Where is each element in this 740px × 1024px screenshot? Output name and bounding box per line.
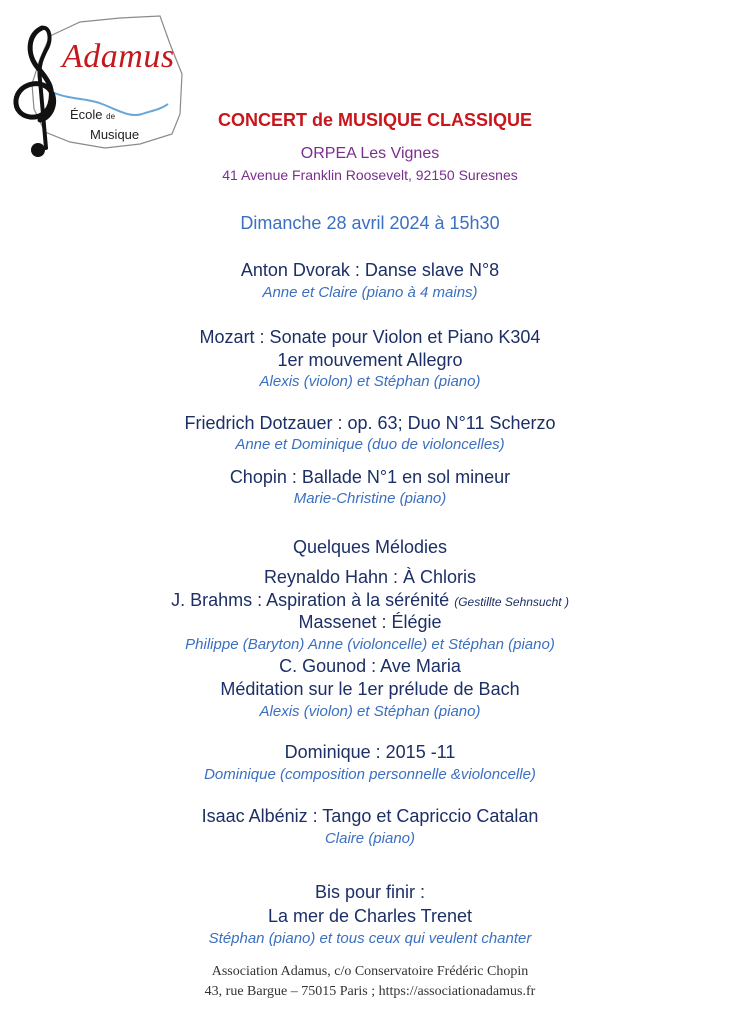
footer-address: 43, rue Bargue – 75015 Paris ; https://associationadamus.fr — [204, 984, 536, 999]
piece-title: Isaac Albéniz : Tango et Capriccio Catalan — [201, 806, 539, 826]
encore-title: La mer de Charles Trenet — [267, 906, 473, 926]
melody-performers: Alexis (violon) et Stéphan (piano) — [259, 703, 481, 720]
venue-name: ORPEA Les Vignes — [300, 145, 440, 162]
piece-title: Anton Dvorak : Danse slave N°8 — [240, 260, 500, 280]
encore-heading: Bis pour finir : — [314, 882, 426, 902]
piece-title: Friedrich Dotzauer : op. 63; Duo N°11 Scherzo — [184, 413, 556, 433]
melody-title: C. Gounod : Ave Maria — [279, 656, 461, 676]
melody-performers: Philippe (Baryton) Anne (violoncelle) et Stéphan (piano) — [185, 636, 555, 653]
piece-performers: Claire (piano) — [324, 830, 416, 847]
logo-brand-text: Adamus — [62, 38, 175, 75]
logo-ecole-text: École de — [70, 107, 116, 122]
melody-title: Reynaldo Hahn : À Chloris — [263, 567, 477, 587]
adamus-logo — [10, 14, 192, 164]
piece-title: Chopin : Ballade N°1 en sol mineur — [229, 467, 511, 487]
venue-address: 41 Avenue Franklin Roosevelt, 92150 Suresnes — [222, 167, 518, 183]
melody-title: J. Brahms : Aspiration à la sérénité (Gestillte Sehnsucht ) — [171, 590, 569, 610]
melody-title: Massenet : Élégie — [298, 612, 442, 632]
melody-title: Méditation sur le 1er prélude de Bach — [220, 679, 520, 699]
piece-performers: Anne et Claire (piano à 4 mains) — [262, 284, 478, 301]
piece-subtitle: 1er mouvement Allegro — [277, 350, 463, 370]
piece-performers: Alexis (violon) et Stéphan (piano) — [259, 373, 481, 390]
piece-title: Mozart : Sonate pour Violon et Piano K304 — [199, 327, 541, 347]
piece-performers: Anne et Dominique (duo de violoncelles) — [235, 436, 505, 453]
footer-association: Association Adamus, c/o Conservatoire Frédéric Chopin — [211, 964, 529, 979]
piece-performers: Marie-Christine (piano) — [293, 490, 447, 507]
melodies-heading: Quelques Mélodies — [292, 537, 448, 557]
encore-performers: Stéphan (piano) et tous ceux qui veulent chanter — [208, 930, 532, 947]
logo-musique-text: Musique — [90, 127, 140, 142]
piece-title: Dominique : 2015 -11 — [284, 742, 456, 762]
melody-note: (Gestillte Sehnsucht ) — [454, 595, 569, 609]
concert-date: Dimanche 28 avril 2024 à 15h30 — [240, 213, 500, 233]
concert-title: CONCERT de MUSIQUE CLASSIQUE — [217, 110, 533, 130]
piece-performers: Dominique (composition personnelle &violoncelle) — [204, 766, 536, 783]
